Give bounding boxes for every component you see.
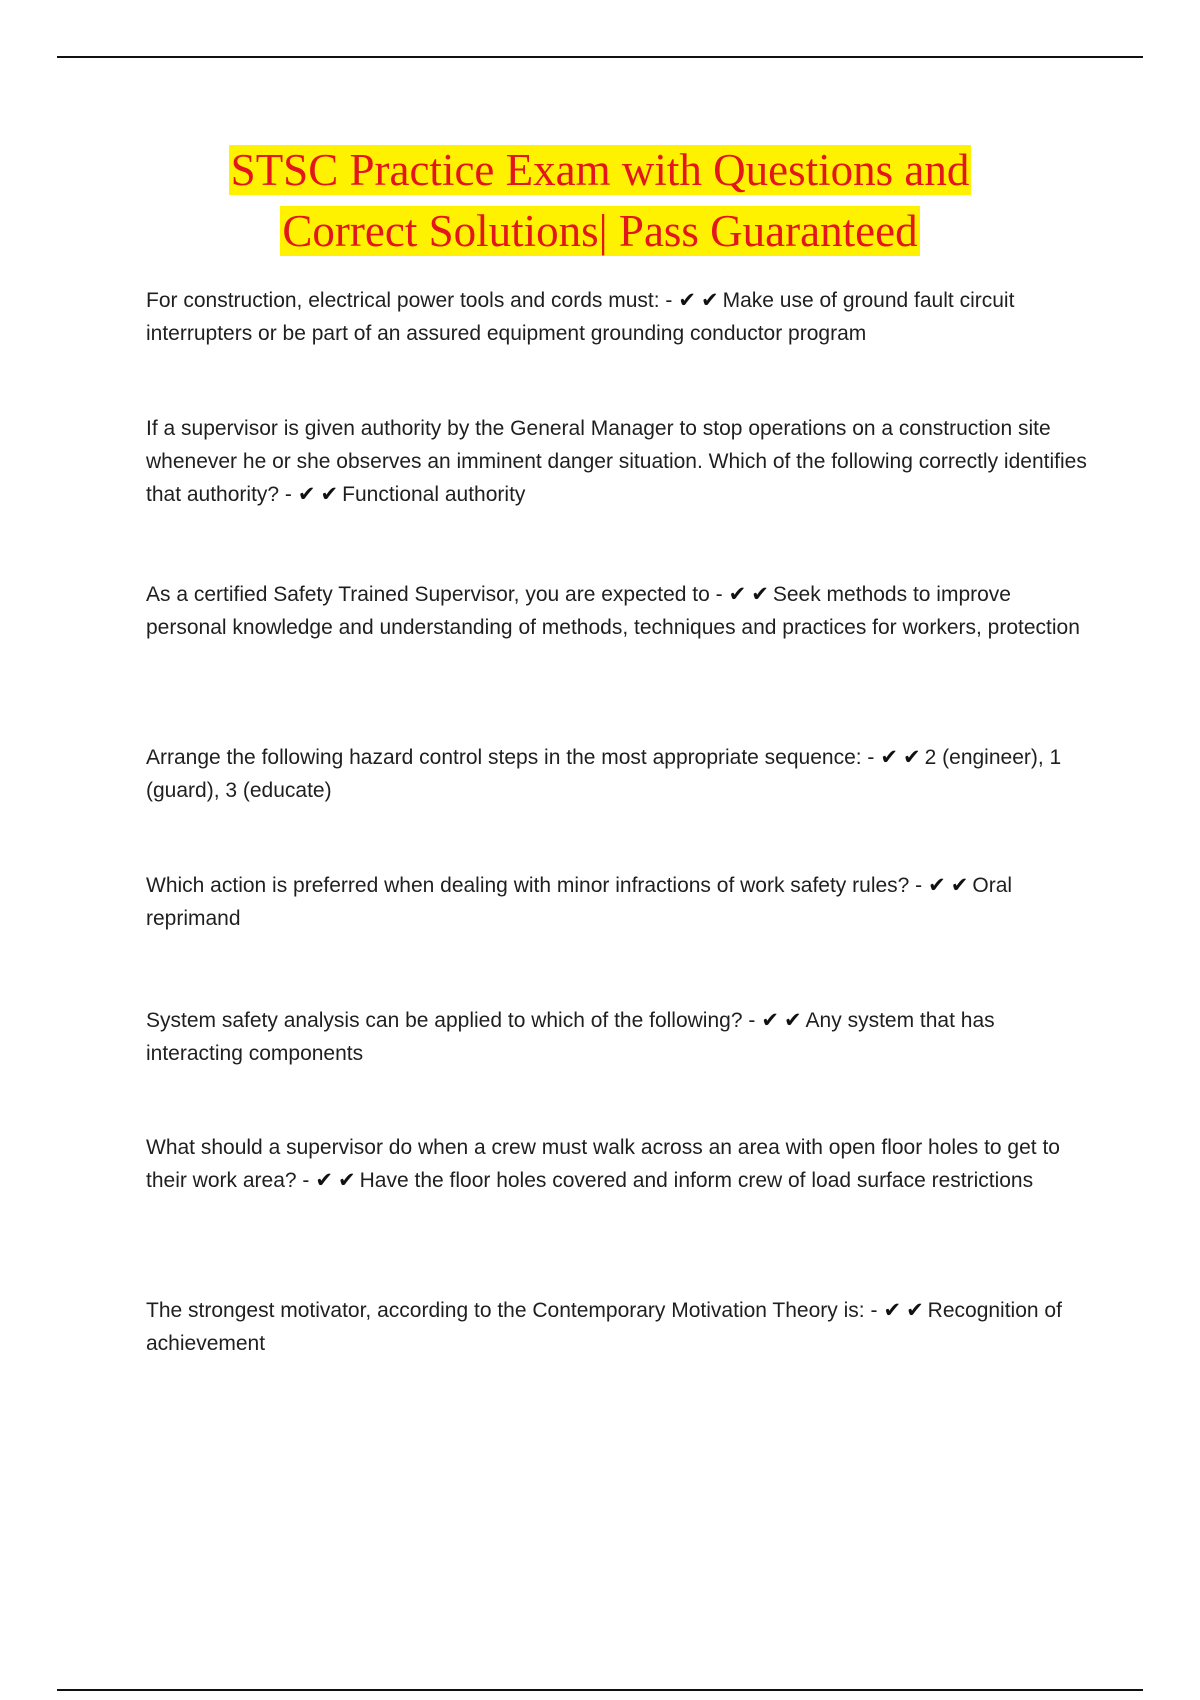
qa-item-8: [146, 1294, 1096, 1360]
top-divider: [57, 56, 1143, 58]
answer-text: Have the floor holes covered and inform crew of load surface restrictions: [359, 1169, 1034, 1192]
page-title: [60, 140, 1140, 262]
answer-text: Oral reprimand: [146, 874, 1013, 930]
question-text: Arrange the following hazard control steps in the most appropriate sequence: -: [146, 746, 875, 769]
checkmark-icon: ✔: [906, 1298, 924, 1322]
answer-text: Make use of ground fault circuit interrupters or be part of an assured equipment grounding conductor program: [146, 289, 1015, 345]
checkmark-icon: ✔: [297, 482, 316, 506]
checkmark-icon: ✔: [928, 873, 946, 897]
question-text: The strongest motivator, according to the Contemporary Motivation Theory is: -: [146, 1299, 878, 1322]
qa-item-5: [146, 869, 1096, 935]
checkmark-icon: ✔: [728, 582, 747, 606]
qa-item-7: [146, 1131, 1096, 1197]
qa-item-1: [146, 284, 1096, 350]
checkmark-icon: ✔: [783, 1008, 802, 1032]
checkmark-icon: ✔: [678, 288, 696, 312]
checkmark-icon: ✔: [320, 482, 339, 506]
qa-item-2: [146, 412, 1096, 511]
qa-item-3: [146, 578, 1096, 644]
question-text: For construction, electrical power tools and cords must: -: [146, 289, 673, 312]
answer-text: 2 (engineer), 1 (guard), 3 (educate): [146, 746, 1062, 802]
question-text: If a supervisor is given authority by the General Manager to stop operations on a construction site whenever he or she observes an imminent danger situation. Which of the following correctly identifies that authority? -: [146, 417, 1087, 506]
checkmark-icon: ✔: [950, 873, 969, 897]
question-text: Which action is preferred when dealing with minor infractions of work safety rules? -: [146, 874, 923, 897]
answer-text: Seek methods to improve personal knowledge and understanding of methods, techniques and practices for workers, protection: [146, 583, 1080, 639]
qa-item-6: [146, 1004, 1096, 1070]
checkmark-icon: ✔: [880, 745, 899, 769]
checkmark-icon: ✔: [700, 288, 719, 312]
answer-text: Any system that has interacting components: [146, 1009, 995, 1065]
title-line-2: Correct Solutions| Pass Guaranteed: [282, 206, 918, 256]
question-text: What should a supervisor do when a crew must walk across an area with open floor holes to get to their work area? -: [146, 1136, 1060, 1192]
bottom-divider: [57, 1689, 1143, 1691]
checkmark-icon: ✔: [903, 745, 921, 769]
answer-text: Recognition of achievement: [146, 1299, 1062, 1355]
checkmark-icon: ✔: [751, 582, 769, 606]
question-text: As a certified Safety Trained Supervisor, you are expected to -: [146, 583, 723, 606]
checkmark-icon: ✔: [338, 1168, 356, 1192]
checkmark-icon: ✔: [883, 1298, 902, 1322]
question-text: System safety analysis can be applied to which of the following? -: [146, 1009, 756, 1032]
checkmark-icon: ✔: [761, 1008, 779, 1032]
title-line-1: STSC Practice Exam with Questions and: [230, 145, 970, 195]
answer-text: Functional authority: [342, 483, 526, 506]
qa-item-4: [146, 741, 1096, 807]
checkmark-icon: ✔: [315, 1168, 334, 1192]
